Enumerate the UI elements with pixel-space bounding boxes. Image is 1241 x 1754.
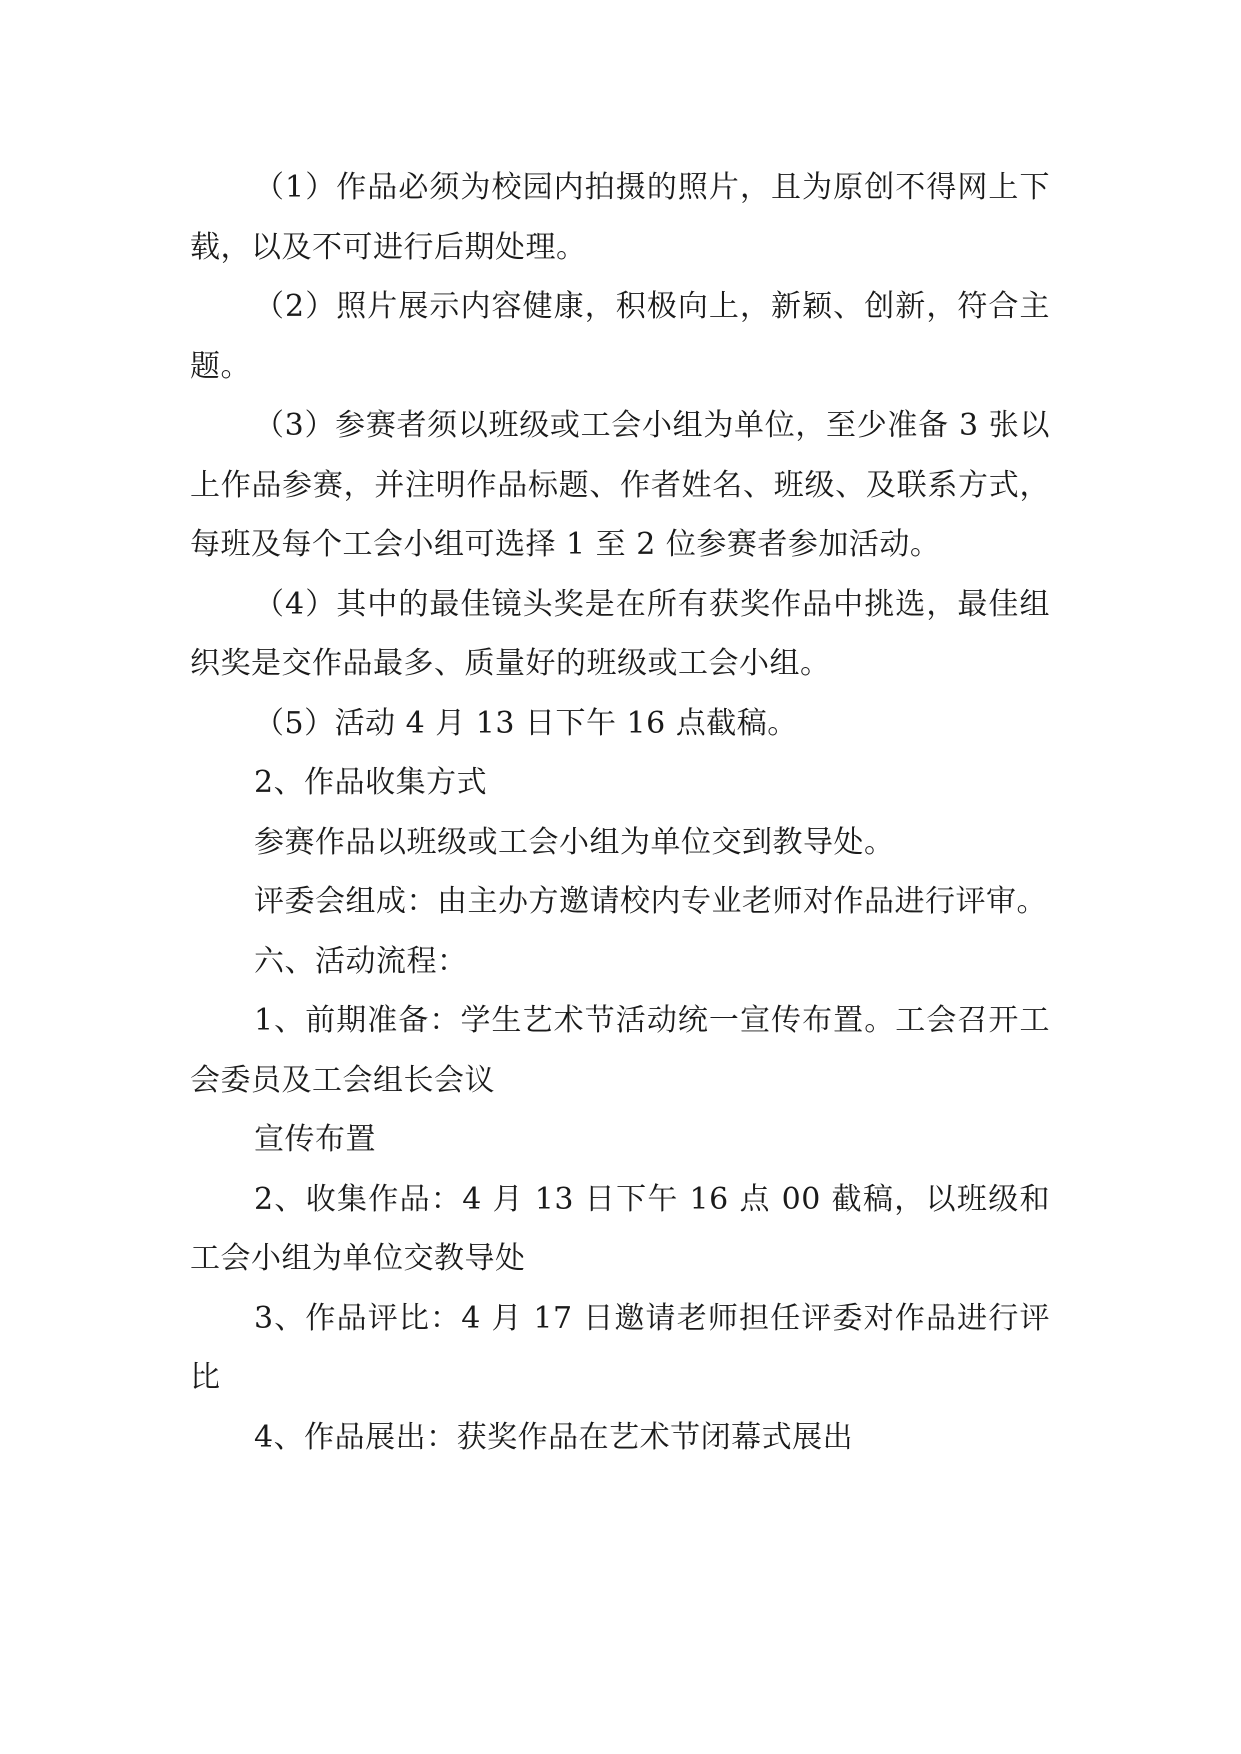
paragraph-requirement-3: （3）参赛者须以班级或工会小组为单位，至少准备 3 张以上作品参赛，并注明作品标题、作者姓名、班级、及联系方式，每班及每个工会小组可选择 1 至 2 位参赛者参加活动。 — [190, 408, 1050, 562]
paragraph-requirement-4: （4）其中的最佳镜头奖是在所有获奖作品中挑选，最佳组织奖是交作品最多、质量好的班级或工会小组。 — [190, 586, 1050, 681]
process-step-1-continued: 宣传布置 — [254, 1122, 376, 1157]
paragraph-requirement-2: （2）照片展示内容健康，积极向上，新颖、创新，符合主题。 — [190, 289, 1050, 384]
process-step-4: 4、作品展出：获奖作品在艺术节闭幕式展出 — [254, 1419, 854, 1455]
process-step-3: 3、作品评比：4 月 17 日邀请老师担任评委对作品进行评比 — [190, 1300, 1050, 1395]
section-heading-collection: 2、作品收集方式 — [254, 765, 488, 800]
process-step-1: 1、前期准备：学生艺术节活动统一宣传布置。工会召开工会委员及工会组长会议 — [190, 1003, 1050, 1098]
process-step-2: 2、收集作品：4 月 13 日下午 16 点 00 截稿，以班级和工会小组为单位交教导处 — [190, 1181, 1050, 1276]
paragraph-requirement-5: （5）活动 4 月 13 日下午 16 点截稿。 — [254, 705, 798, 741]
paragraph-requirement-1: （1）作品必须为校园内拍摄的照片，且为原创不得网上下载，以及不可进行后期处理。 — [190, 170, 1050, 265]
section-heading-process: 六、活动流程： — [254, 943, 468, 979]
paragraph-collection: 参赛作品以班级或工会小组为单位交到教导处。 — [254, 824, 895, 860]
document-body — [190, 158, 1050, 1467]
paragraph-judges: 评委会组成：由主办方邀请校内专业老师对作品进行评审。 — [254, 884, 1047, 919]
